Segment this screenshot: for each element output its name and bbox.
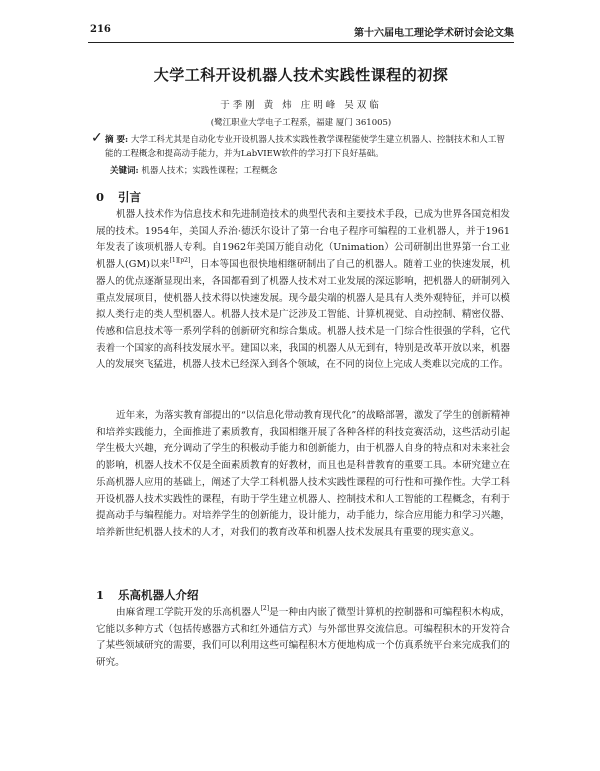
citation: [1][p2] (169, 257, 191, 265)
intro-paragraph-1: 机器人技术作为信息技术和先进制造技术的典型代表和主要技术手段，已成为世界各国竞相发展的技术。1954年，美国人乔治·德沃尔设计了第一台电子程序可编程的工业机器人，并于1961年发表了该项机器人专利。自1962年美国万能自动化（Unimation）公司研制出世界第一台工业机器人(GM)以来[1][p2]，日本等国也很快地相继研制出了自己的机器人。随着工业的快速发展，机器人的优点逐渐显现出来，各国都看到了机器人技术对工业发展的深远影响，把机器人的研制列入重点发展项目，使机器人技术得以快速发展。现今最尖端的机器人是具有人类外观特征，并可以模拟人类行走的类人型机器人。机器人技术是广泛涉及工智能、计算机视觉、自动控制、精密仪器、传感和信息技术等一系列学科的创新研究和综合集成。机器人技术是一门综合性很强的学科，它代表着一个国家的高科技发展水平。建国以来，我国的机器人从无到有，特别是改革开放以来，机器人的发展突飞猛进，机器人技术已经深入到各个领域，在不同的岗位上完成人类难以完成的工作。 (96, 209, 510, 371)
section-title: 引言 (118, 190, 141, 204)
citation: [2] (260, 605, 270, 612)
intro-paragraph-2: 近年来，为落实教育部提出的“以信息化带动教育现代化”的战略部署，激发了学生的创新精神和培养实践能力，全面推进了素质教育，我国相继开展了各种各样的科技竞赛活动，这些活动引起学生极大兴趣，充分调动了学生的积极动手能力和创新能力，由于机器人自身的特点和对未来社会的影响，机器人技术不仅是全面素质教育的好教材，而且也是科普教育的重要工具。本研究建立在乐高机器人应用的基础上，阐述了大学工科机器人技术实践性课程的可行性和可操作性。大学工科开设机器人技术实践性的课程，有助于学生建立机器人、控制技术和人工智能的工程概念，有利于提高动手与编程能力。对培养学生的创新能力，设计能力，动手能力，综合应用能力和学习兴趣，培养新世纪机器人技术的人才，对我们的教育改革和机器人技术发展具有重要的现实意义。 (96, 410, 510, 538)
page-number: 216 (90, 24, 111, 35)
author-list: 于季刚 黄 炜 庄明峰 吴双临 (220, 100, 382, 111)
section-title: 乐高机器人介绍 (118, 588, 199, 602)
lego-paragraph-1: 由麻省理工学院开发的乐高机器人[2]是一种由内嵌了微型计算机的控制器和可编程积木构成，它能以多种方式（包括传感器方式和红外通信方式）与外部世界交流信息。可编程积木的开发符合了某些领域研究的需要，我们可以利用这些可编程积木方便地构成一个仿真系统平台来完成我们的研究。 (96, 605, 510, 669)
journal-title: 第十六届电工理论学术研讨会论文集 (354, 28, 514, 39)
abstract-label: 摘 要: (105, 135, 129, 145)
keywords-text: 机器人技术；实践性课程；工程概念 (141, 166, 278, 176)
keywords (110, 164, 510, 176)
section-heading-lego-robot (96, 587, 199, 603)
section-number: 1 (96, 588, 105, 602)
abstract-text: 大学工科尤其是自动化专业开设机器人技术实践性教学课程能使学生建立机器人、控制技术和人工智能的工程概念和提高动手能力，并为LabVIEW软件的学习打下良好基础。 (105, 135, 505, 159)
section-heading-introduction (96, 189, 141, 205)
running-header (88, 22, 514, 43)
section-number: 0 (96, 190, 105, 204)
abstract (91, 130, 510, 161)
affiliation: (鹭江职业大学电子工程系，福建 厦门 361005) (210, 118, 392, 128)
keywords-label: 关键词: (110, 166, 139, 176)
paper-title: 大学工科开设机器人技术实践性课程的初探 (153, 66, 449, 84)
margin-mark-icon: ✓ (91, 130, 103, 146)
